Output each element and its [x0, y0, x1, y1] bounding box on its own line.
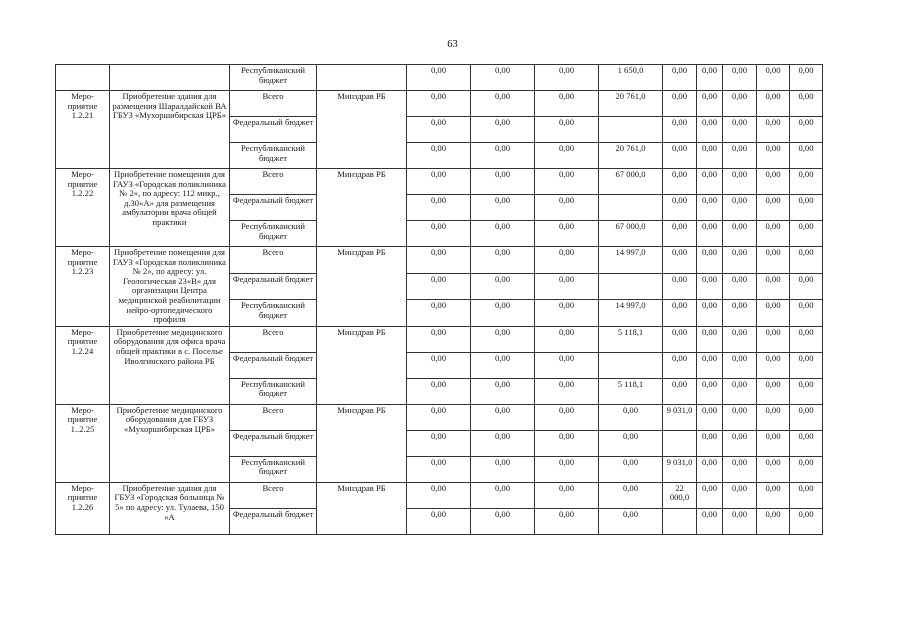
measure-label-cell: Меро-приятие 1.2.21 [56, 91, 110, 169]
measure-label-cell [56, 65, 110, 91]
value-cell-3: 0,00 [535, 300, 599, 327]
value-cell-7: 0,00 [723, 404, 757, 430]
value-cell-8: 0,00 [757, 404, 790, 430]
value-cell-5: 0,00 [663, 195, 697, 221]
value-cell-4: 67 000,0 [599, 169, 663, 195]
executor-cell: Минздрав РБ [317, 169, 407, 247]
value-cell-3: 0,00 [535, 508, 599, 534]
value-cell-9: 0,00 [790, 456, 823, 482]
executor-cell: Минздрав РБ [317, 482, 407, 534]
value-cell-1: 0,00 [407, 117, 471, 143]
value-cell-9: 0,00 [790, 65, 823, 91]
value-cell-9: 0,00 [790, 117, 823, 143]
value-cell-6: 0,00 [697, 143, 723, 169]
funding-source-cell: Федеральный бюджет [230, 352, 317, 378]
value-cell-7: 0,00 [723, 65, 757, 91]
page-number: 63 [447, 39, 458, 50]
value-cell-5: 0,00 [663, 65, 697, 91]
budget-table [55, 64, 823, 535]
value-cell-2: 0,00 [471, 143, 535, 169]
value-cell-3: 0,00 [535, 273, 599, 300]
table-row [56, 482, 823, 508]
funding-source-cell: Республиканский бюджет [230, 378, 317, 404]
value-cell-3: 0,00 [535, 195, 599, 221]
value-cell-1: 0,00 [407, 221, 471, 247]
value-cell-8: 0,00 [757, 117, 790, 143]
measure-label-cell: Меро-приятие 1.2.22 [56, 169, 110, 247]
funding-source-cell: Федеральный бюджет [230, 195, 317, 221]
value-cell-6: 0,00 [697, 430, 723, 456]
value-cell-5: 0,00 [663, 143, 697, 169]
value-cell-8: 0,00 [757, 273, 790, 300]
value-cell-4: 67 000,0 [599, 221, 663, 247]
value-cell-8: 0,00 [757, 378, 790, 404]
value-cell-1: 0,00 [407, 65, 471, 91]
value-cell-9: 0,00 [790, 404, 823, 430]
value-cell-3: 0,00 [535, 169, 599, 195]
value-cell-7: 0,00 [723, 273, 757, 300]
value-cell-2: 0,00 [471, 482, 535, 508]
value-cell-1: 0,00 [407, 430, 471, 456]
value-cell-8: 0,00 [757, 300, 790, 327]
measure-desc-cell: Приобретение здания для ГБУЗ «Городская больница № 5» по адресу: ул. Тулаева, 150 «А [110, 482, 230, 534]
measure-desc-cell: Приобретение здания для размещения Шаралдайской ВА ГБУЗ «Мухоршибирская ЦРБ» [110, 91, 230, 169]
value-cell-1: 0,00 [407, 404, 471, 430]
value-cell-7: 0,00 [723, 195, 757, 221]
value-cell-9: 0,00 [790, 169, 823, 195]
value-cell-4: 5 118,1 [599, 378, 663, 404]
value-cell-9: 0,00 [790, 195, 823, 221]
value-cell-1: 0,00 [407, 195, 471, 221]
measure-desc-cell: Приобретение медицинского оборудования для офиса врача общей практики в с. Поселье Иволгинского района РБ [110, 326, 230, 404]
value-cell-3: 0,00 [535, 482, 599, 508]
value-cell-4: 14 997,0 [599, 247, 663, 274]
value-cell-9: 0,00 [790, 91, 823, 117]
measure-desc-cell [110, 65, 230, 91]
value-cell-1: 0,00 [407, 247, 471, 274]
measure-label-cell: Меро-приятие 1.2.23 [56, 247, 110, 327]
funding-source-cell: Республиканский бюджет [230, 143, 317, 169]
value-cell-7: 0,00 [723, 326, 757, 352]
value-cell-4 [599, 117, 663, 143]
value-cell-3: 0,00 [535, 404, 599, 430]
value-cell-7: 0,00 [723, 117, 757, 143]
value-cell-4: 20 761,0 [599, 143, 663, 169]
funding-source-cell: Всего [230, 326, 317, 352]
value-cell-2: 0,00 [471, 456, 535, 482]
funding-source-cell: Федеральный бюджет [230, 430, 317, 456]
funding-source-cell: Республиканский бюджет [230, 65, 317, 91]
value-cell-5: 9 031,0 [663, 404, 697, 430]
value-cell-2: 0,00 [471, 221, 535, 247]
value-cell-4 [599, 352, 663, 378]
value-cell-3: 0,00 [535, 117, 599, 143]
value-cell-4: 0,00 [599, 482, 663, 508]
value-cell-9: 0,00 [790, 430, 823, 456]
value-cell-4: 14 997,0 [599, 300, 663, 327]
value-cell-7: 0,00 [723, 352, 757, 378]
funding-source-cell: Всего [230, 247, 317, 274]
value-cell-8: 0,00 [757, 195, 790, 221]
value-cell-3: 0,00 [535, 456, 599, 482]
value-cell-6: 0,00 [697, 221, 723, 247]
value-cell-6: 0,00 [697, 456, 723, 482]
value-cell-8: 0,00 [757, 247, 790, 274]
value-cell-8: 0,00 [757, 456, 790, 482]
measure-label-cell: Меро-приятие 1.2.24 [56, 326, 110, 404]
value-cell-1: 0,00 [407, 326, 471, 352]
value-cell-9: 0,00 [790, 482, 823, 508]
value-cell-1: 0,00 [407, 378, 471, 404]
executor-cell: Минздрав РБ [317, 247, 407, 327]
value-cell-5: 0,00 [663, 300, 697, 327]
value-cell-7: 0,00 [723, 221, 757, 247]
funding-source-cell: Всего [230, 404, 317, 430]
value-cell-7: 0,00 [723, 169, 757, 195]
value-cell-6: 0,00 [697, 117, 723, 143]
executor-cell [317, 65, 407, 91]
value-cell-7: 0,00 [723, 247, 757, 274]
value-cell-2: 0,00 [471, 273, 535, 300]
value-cell-6: 0,00 [697, 378, 723, 404]
value-cell-5: 0,00 [663, 273, 697, 300]
value-cell-5: 0,00 [663, 117, 697, 143]
value-cell-1: 0,00 [407, 300, 471, 327]
value-cell-1: 0,00 [407, 352, 471, 378]
value-cell-2: 0,00 [471, 195, 535, 221]
funding-source-cell: Федеральный бюджет [230, 508, 317, 534]
funding-source-cell: Федеральный бюджет [230, 273, 317, 300]
value-cell-9: 0,00 [790, 247, 823, 274]
table-body [56, 65, 823, 535]
funding-source-cell: Всего [230, 482, 317, 508]
executor-cell: Минздрав РБ [317, 91, 407, 169]
executor-cell: Минздрав РБ [317, 404, 407, 482]
measure-label-cell: Меро-приятие 1..2.25 [56, 404, 110, 482]
measure-desc-cell: Приобретение медицинского оборудования для ГБУЗ «Мухоршибирская ЦРБ» [110, 404, 230, 482]
funding-source-cell: Республиканский бюджет [230, 300, 317, 327]
value-cell-6: 0,00 [697, 195, 723, 221]
value-cell-2: 0,00 [471, 247, 535, 274]
value-cell-4: 0,00 [599, 404, 663, 430]
value-cell-5: 0,00 [663, 326, 697, 352]
funding-source-cell: Всего [230, 91, 317, 117]
value-cell-7: 0,00 [723, 378, 757, 404]
table-row [56, 65, 823, 91]
value-cell-8: 0,00 [757, 169, 790, 195]
value-cell-6: 0,00 [697, 508, 723, 534]
value-cell-9: 0,00 [790, 508, 823, 534]
executor-cell: Минздрав РБ [317, 326, 407, 404]
value-cell-2: 0,00 [471, 378, 535, 404]
value-cell-6: 0,00 [697, 326, 723, 352]
value-cell-9: 0,00 [790, 352, 823, 378]
table-row [56, 326, 823, 352]
value-cell-8: 0,00 [757, 482, 790, 508]
value-cell-3: 0,00 [535, 143, 599, 169]
value-cell-2: 0,00 [471, 300, 535, 327]
value-cell-5: 0,00 [663, 378, 697, 404]
value-cell-3: 0,00 [535, 326, 599, 352]
value-cell-8: 0,00 [757, 91, 790, 117]
table-row [56, 169, 823, 195]
value-cell-9: 0,00 [790, 326, 823, 352]
value-cell-1: 0,00 [407, 482, 471, 508]
value-cell-5: 0,00 [663, 169, 697, 195]
value-cell-3: 0,00 [535, 91, 599, 117]
value-cell-8: 0,00 [757, 508, 790, 534]
value-cell-5: 0,00 [663, 91, 697, 117]
value-cell-4: 0,00 [599, 508, 663, 534]
table-row [56, 91, 823, 117]
value-cell-8: 0,00 [757, 65, 790, 91]
value-cell-7: 0,00 [723, 456, 757, 482]
value-cell-5 [663, 430, 697, 456]
measure-desc-cell: Приобретение помещения для ГАУЗ «Городская поликлиника № 2», по адресу: 112 микр., д.30«А» для размещения амбулатории врача общей практики [110, 169, 230, 247]
value-cell-6: 0,00 [697, 404, 723, 430]
value-cell-4: 5 118,1 [599, 326, 663, 352]
funding-source-cell: Федеральный бюджет [230, 117, 317, 143]
value-cell-4: 20 761,0 [599, 91, 663, 117]
value-cell-4: 1 650,0 [599, 65, 663, 91]
value-cell-1: 0,00 [407, 143, 471, 169]
value-cell-9: 0,00 [790, 378, 823, 404]
funding-source-cell: Республиканский бюджет [230, 456, 317, 482]
value-cell-2: 0,00 [471, 169, 535, 195]
value-cell-9: 0,00 [790, 273, 823, 300]
value-cell-2: 0,00 [471, 352, 535, 378]
value-cell-7: 0,00 [723, 508, 757, 534]
table-row [56, 404, 823, 430]
value-cell-7: 0,00 [723, 143, 757, 169]
value-cell-4 [599, 195, 663, 221]
value-cell-9: 0,00 [790, 221, 823, 247]
value-cell-8: 0,00 [757, 352, 790, 378]
value-cell-5: 0,00 [663, 221, 697, 247]
value-cell-9: 0,00 [790, 300, 823, 327]
value-cell-2: 0,00 [471, 326, 535, 352]
value-cell-6: 0,00 [697, 91, 723, 117]
value-cell-2: 0,00 [471, 117, 535, 143]
value-cell-3: 0,00 [535, 247, 599, 274]
value-cell-3: 0,00 [535, 430, 599, 456]
value-cell-4: 0,00 [599, 456, 663, 482]
value-cell-1: 0,00 [407, 169, 471, 195]
value-cell-6: 0,00 [697, 65, 723, 91]
value-cell-3: 0,00 [535, 378, 599, 404]
value-cell-8: 0,00 [757, 221, 790, 247]
value-cell-6: 0,00 [697, 352, 723, 378]
value-cell-6: 0,00 [697, 482, 723, 508]
value-cell-8: 0,00 [757, 430, 790, 456]
value-cell-2: 0,00 [471, 65, 535, 91]
value-cell-3: 0,00 [535, 352, 599, 378]
value-cell-1: 0,00 [407, 456, 471, 482]
value-cell-7: 0,00 [723, 482, 757, 508]
value-cell-6: 0,00 [697, 273, 723, 300]
value-cell-8: 0,00 [757, 143, 790, 169]
table-row [56, 247, 823, 274]
measure-label-cell: Меро-приятие 1.2.26 [56, 482, 110, 534]
measure-desc-cell: Приобретение помещения для ГАУЗ «Городская поликлиника № 2», по адресу: ул. Геологическая 23«В» для организации Центра медицинской реабилитации нейро-ортопедического профиля [110, 247, 230, 327]
value-cell-6: 0,00 [697, 247, 723, 274]
value-cell-4: 0,00 [599, 430, 663, 456]
value-cell-5 [663, 508, 697, 534]
value-cell-6: 0,00 [697, 169, 723, 195]
value-cell-1: 0,00 [407, 273, 471, 300]
value-cell-3: 0,00 [535, 65, 599, 91]
value-cell-9: 0,00 [790, 143, 823, 169]
value-cell-1: 0,00 [407, 91, 471, 117]
value-cell-2: 0,00 [471, 508, 535, 534]
value-cell-5: 0,00 [663, 352, 697, 378]
value-cell-2: 0,00 [471, 430, 535, 456]
value-cell-7: 0,00 [723, 300, 757, 327]
value-cell-5: 9 031,0 [663, 456, 697, 482]
value-cell-5: 0,00 [663, 247, 697, 274]
value-cell-4 [599, 273, 663, 300]
value-cell-7: 0,00 [723, 430, 757, 456]
funding-source-cell: Республиканский бюджет [230, 221, 317, 247]
funding-source-cell: Всего [230, 169, 317, 195]
value-cell-7: 0,00 [723, 91, 757, 117]
value-cell-1: 0,00 [407, 508, 471, 534]
value-cell-6: 0,00 [697, 300, 723, 327]
value-cell-3: 0,00 [535, 221, 599, 247]
value-cell-2: 0,00 [471, 404, 535, 430]
value-cell-2: 0,00 [471, 91, 535, 117]
value-cell-5: 22 000,0 [663, 482, 697, 508]
value-cell-8: 0,00 [757, 326, 790, 352]
